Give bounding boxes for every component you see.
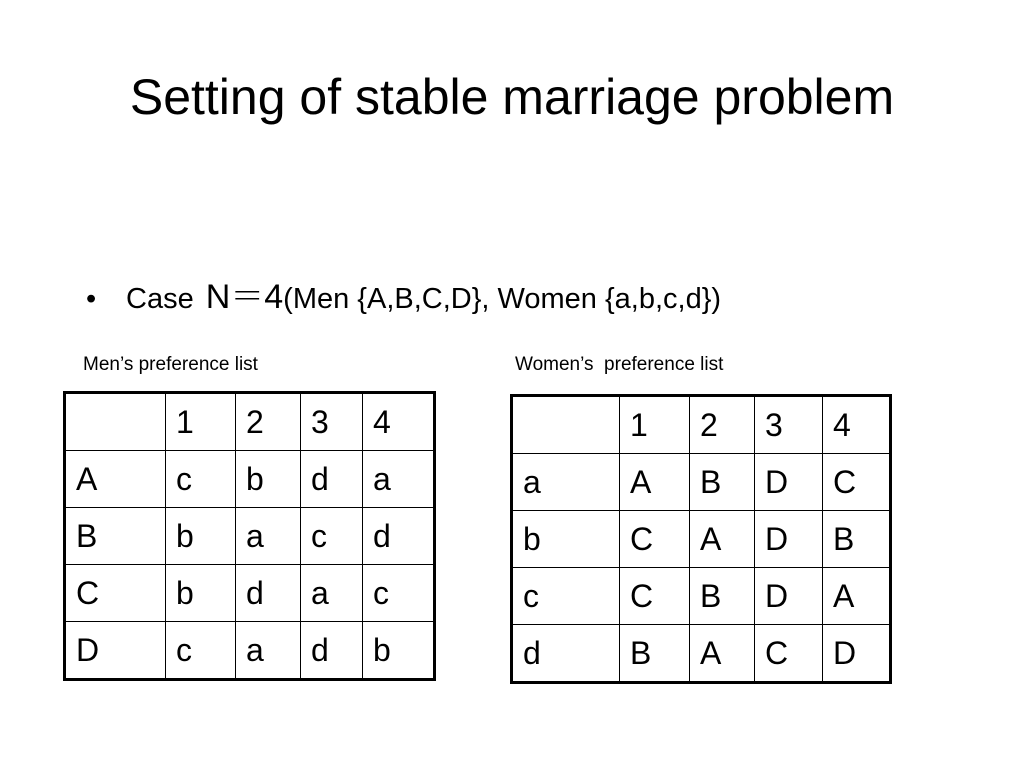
table-cell: b <box>363 622 435 680</box>
header-cell: 4 <box>823 396 891 454</box>
table-cell: c <box>166 451 236 508</box>
table-cell: d <box>301 622 363 680</box>
table-cell: b <box>166 565 236 622</box>
table-row <box>512 568 891 625</box>
table-cell: d <box>236 565 301 622</box>
table-row <box>512 454 891 511</box>
table-cell: c <box>301 508 363 565</box>
table-cell: d <box>363 508 435 565</box>
header-cell: 2 <box>690 396 755 454</box>
men-preference-table <box>63 391 436 681</box>
header-cell: 3 <box>301 393 363 451</box>
table-cell: C <box>755 625 823 683</box>
table-row <box>512 511 891 568</box>
table-cell: A <box>690 625 755 683</box>
table-row <box>512 625 891 683</box>
slide-title: Setting of stable marriage problem <box>129 69 895 125</box>
row-label-cell: C <box>65 565 166 622</box>
bullet-case <box>86 275 721 321</box>
table-cell: a <box>236 508 301 565</box>
row-label-cell: b <box>512 511 620 568</box>
row-label-cell: c <box>512 568 620 625</box>
table-cell: b <box>166 508 236 565</box>
table-cell: d <box>301 451 363 508</box>
table-cell: b <box>236 451 301 508</box>
table-row <box>65 508 435 565</box>
table-cell: A <box>690 511 755 568</box>
header-cell: 3 <box>755 396 823 454</box>
row-label-cell: D <box>65 622 166 680</box>
header-cell: 1 <box>166 393 236 451</box>
row-label-cell: B <box>65 508 166 565</box>
table-cell: B <box>690 568 755 625</box>
n-expression: N＝4 <box>205 278 284 316</box>
table-cell: C <box>620 511 690 568</box>
table-row <box>65 565 435 622</box>
table-cell: a <box>301 565 363 622</box>
row-label-cell: d <box>512 625 620 683</box>
table-cell: a <box>236 622 301 680</box>
table-cell: A <box>620 454 690 511</box>
case-details: (Men {A,B,C,D}, Women {a,b,c,d}) <box>283 283 722 315</box>
table-cell: B <box>823 511 891 568</box>
header-cell: 4 <box>363 393 435 451</box>
table-cell: C <box>823 454 891 511</box>
table-cell: c <box>363 565 435 622</box>
header-cell <box>65 393 166 451</box>
table-cell: D <box>755 454 823 511</box>
women-preference-table <box>510 394 892 684</box>
table-cell: D <box>755 568 823 625</box>
row-label-cell: A <box>65 451 166 508</box>
header-cell: 2 <box>236 393 301 451</box>
women-caption: Women’s preference list <box>515 354 724 375</box>
table-cell: A <box>823 568 891 625</box>
table-header-row <box>65 393 435 451</box>
table-cell: a <box>363 451 435 508</box>
table-cell: D <box>823 625 891 683</box>
table-cell: c <box>166 622 236 680</box>
header-cell: 1 <box>620 396 690 454</box>
table-cell: B <box>620 625 690 683</box>
table-cell: B <box>690 454 755 511</box>
header-cell <box>512 396 620 454</box>
men-caption: Men’s preference list <box>83 354 258 375</box>
case-word: Case <box>126 283 194 315</box>
table-cell: D <box>755 511 823 568</box>
row-label-cell: a <box>512 454 620 511</box>
bullet-symbol: • <box>86 283 97 315</box>
table-cell: C <box>620 568 690 625</box>
table-header-row <box>512 396 891 454</box>
table-row <box>65 451 435 508</box>
table-row <box>65 622 435 680</box>
